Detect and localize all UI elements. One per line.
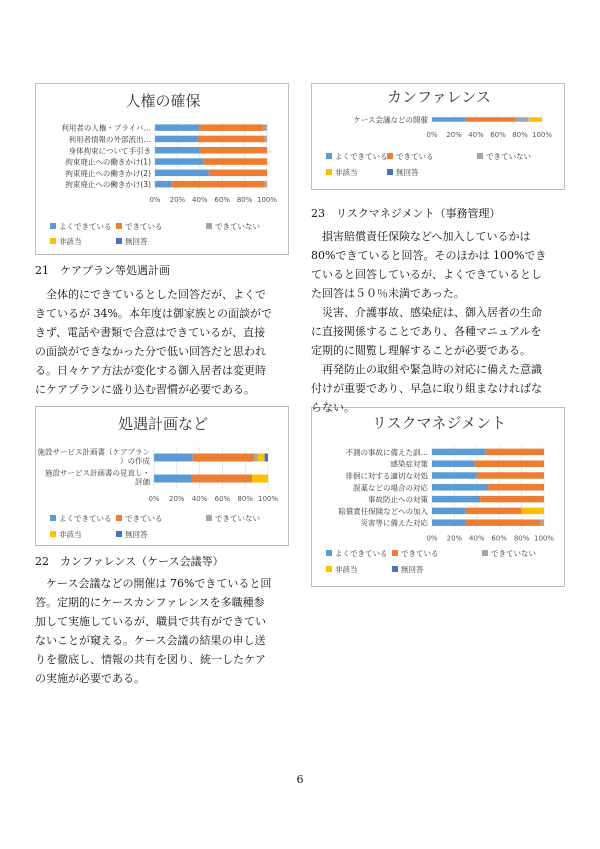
legend-swatch: [116, 515, 122, 521]
category-label: 身体拘束について手引き: [68, 146, 151, 156]
category-label: 徘徊に対する適切な対処: [345, 471, 428, 481]
legend-label: できている: [125, 222, 163, 231]
bar-segment: [155, 181, 172, 188]
text-line: る。日々ケア方法が変化する御入居者は変更時: [35, 364, 266, 377]
legend-swatch: [326, 566, 332, 572]
legend-swatch: [50, 223, 56, 229]
tick-label: 100%: [531, 131, 553, 139]
bar-segment: [516, 117, 529, 122]
text-line: りを徹底し、情報の共有を図り、統一したケア: [35, 653, 266, 666]
tick-label: 80%: [236, 195, 253, 204]
text-line: の面談ができなかった分で低い回答だと思われ: [35, 345, 266, 358]
chart-risk-management: [311, 407, 565, 587]
section-22-body: [35, 574, 295, 688]
bar-segment: [154, 475, 192, 483]
tick-label: 40%: [192, 195, 208, 204]
legend-label: よくできている: [59, 514, 112, 523]
legend-swatch: [387, 153, 393, 159]
page-number: 6: [296, 773, 304, 786]
legend-swatch: [116, 223, 122, 229]
bar-segment: [486, 449, 544, 456]
category-label: 拘束廃止への働きかけ(3): [65, 180, 151, 190]
legend-label: 非該当: [335, 565, 358, 574]
category-label: 災害等に備えた対応: [360, 518, 428, 528]
legend-label: よくできている: [59, 222, 112, 231]
tick-label: 40%: [191, 495, 208, 503]
legend-label: できていない: [215, 514, 260, 523]
legend-label: できていない: [491, 549, 536, 558]
category-label: 賠償責任保険などへの加入: [338, 506, 428, 516]
text-line: に直接関係することであり、各種マニュアルを: [311, 325, 542, 338]
text-line: 再発防止の取組や緊急時の対応に備えた意識: [311, 363, 542, 376]
text-line: ないことが窺える。ケース会議の結果の申し送: [35, 634, 266, 647]
legend-label: 無回答: [401, 565, 424, 574]
tick-label: 100%: [257, 495, 279, 503]
section-22-heading: 22 カンファレンス（ケース会議等）: [35, 555, 224, 568]
bar-segment: [155, 158, 203, 165]
legend-label: 非該当: [59, 530, 82, 539]
tick-label: 60%: [214, 195, 230, 204]
text-line: 損害賠償責任保険などへ加入しているかは: [311, 230, 531, 243]
text-line: た回答は５０％未満であった。: [311, 287, 465, 300]
category-label: 誤薬などの場合の対応: [353, 483, 428, 493]
tick-label: 60%: [214, 495, 231, 503]
category-label: 評価: [135, 477, 150, 487]
legend-label: よくできている: [335, 549, 388, 558]
legend-swatch: [326, 153, 332, 159]
text-line: 全体的にできているとした回答だが、よくで: [35, 288, 266, 301]
section-23-heading: 23 リスクマネジメント（事務管理）: [311, 207, 501, 220]
category-label: 拘束廃止への働きかけ(1): [65, 157, 151, 167]
bar-segment: [432, 508, 466, 515]
legend-swatch: [50, 515, 56, 521]
chart-care-plan: [35, 406, 289, 546]
text-line: きているが 34%。本年度は御家族との面談がで: [35, 307, 272, 320]
tick-label: 100%: [533, 534, 555, 543]
legend-swatch: [392, 550, 398, 556]
chart-title: 人権の確保: [125, 92, 201, 110]
text-line: 定期的に閲覧し理解することが必要である。: [311, 344, 531, 357]
legend-swatch: [326, 169, 332, 175]
tick-label: 20%: [446, 131, 462, 139]
legend-label: できている: [125, 514, 163, 523]
category-label: ケース会議などの開催: [353, 115, 428, 125]
text-line: 80%できていると回答。そのほかは 100%でき: [311, 249, 547, 262]
chart-title: 処遇計画など: [117, 415, 209, 433]
legend-label: 無回答: [125, 237, 148, 246]
bar-segment: [203, 158, 267, 165]
category-label: 事故防止への対策: [368, 495, 428, 505]
bar-segment: [155, 170, 209, 177]
bar-segment: [264, 124, 267, 130]
bar-segment: [466, 508, 522, 515]
bar-segment: [200, 124, 264, 130]
legend-label: できていない: [486, 152, 531, 161]
section-21-body: [35, 285, 295, 399]
text-line: の実施が必要である。: [35, 672, 145, 685]
text-line: にケアプランに盛り込む習慣が必要である。: [35, 383, 255, 396]
tick-label: 0%: [148, 495, 160, 503]
tick-label: 40%: [468, 131, 484, 139]
legend-swatch: [116, 238, 122, 244]
bar-segment: [265, 181, 267, 188]
tick-label: 20%: [446, 534, 463, 543]
legend-swatch: [206, 223, 212, 229]
tick-label: 0%: [426, 534, 438, 543]
text-line: ていると回答しているが、よくできているとし: [311, 268, 542, 281]
tick-label: 20%: [169, 495, 185, 503]
bar-segment: [258, 454, 265, 462]
legend-label: 無回答: [396, 168, 419, 177]
text-line: らない。: [311, 401, 355, 414]
section-23-body: [311, 227, 571, 417]
bar-segment: [529, 117, 542, 122]
bar-segment: [432, 496, 480, 503]
bar-segment: [432, 484, 488, 491]
bar-segment: [209, 170, 267, 177]
legend-label: できていない: [215, 222, 260, 231]
bar-segment: [475, 460, 544, 467]
bar-segment: [432, 117, 465, 122]
bar-segment: [155, 147, 200, 154]
bar-segment: [254, 454, 257, 462]
category-label: 施設サービス計画書の見直し・: [45, 468, 150, 478]
tick-label: 0%: [426, 131, 438, 139]
category-label: 施設サービス計画書（ケアプラン: [37, 447, 150, 457]
bar-segment: [265, 136, 267, 143]
bar-segment: [193, 454, 255, 462]
bar-segment: [432, 519, 466, 526]
chart-title: リスクマネジメント: [371, 414, 507, 432]
legend-swatch: [387, 169, 393, 175]
legend-swatch: [50, 238, 56, 244]
legend-label: 非該当: [59, 237, 82, 246]
bar-segment: [155, 136, 198, 143]
tick-label: 60%: [491, 534, 507, 543]
tick-label: 80%: [237, 495, 253, 503]
text-line: ケース会議などの開催は 76%できていると回: [35, 577, 272, 590]
bar-segment: [252, 475, 268, 483]
category-label: 感染症対策: [390, 459, 428, 469]
legend-swatch: [116, 531, 122, 537]
legend-swatch: [50, 531, 56, 537]
bar-segment: [466, 519, 541, 526]
bar-segment: [265, 454, 268, 462]
legend-swatch: [482, 550, 488, 556]
bar-segment: [465, 117, 516, 122]
bar-segment: [432, 460, 475, 467]
category-label: ）の作成: [120, 456, 150, 466]
category-label: 不測の事故に備えた訓…: [345, 447, 428, 457]
bar-segment: [432, 472, 477, 479]
text-line: 答。定期的にケースカンファレンスを多職種参: [35, 596, 265, 609]
text-line: 災害、介護事故、感染症は、御入居者の生命: [311, 306, 542, 319]
legend-swatch: [326, 550, 332, 556]
bar-segment: [477, 472, 544, 479]
bar-segment: [541, 519, 544, 526]
legend-label: できている: [396, 152, 434, 161]
bar-segment: [488, 484, 544, 491]
tick-label: 0%: [149, 195, 161, 204]
chart-title: カンファレンス: [387, 88, 491, 106]
chart-conference: [311, 83, 565, 190]
tick-label: 40%: [469, 534, 485, 543]
legend-swatch: [392, 566, 398, 572]
bar-segment: [198, 136, 265, 143]
bar-segment: [155, 124, 200, 130]
legend-label: よくできている: [335, 152, 388, 161]
tick-label: 60%: [490, 131, 506, 139]
legend-swatch: [206, 515, 212, 521]
bar-segment: [154, 454, 193, 462]
tick-label: 80%: [513, 534, 530, 543]
bar-segment: [200, 147, 267, 154]
tick-label: 20%: [169, 195, 186, 204]
bar-segment: [432, 449, 486, 456]
category-label: 利用者情報の外部流出…: [68, 134, 151, 144]
bar-segment: [480, 496, 544, 503]
text-line: 付けが重要であり、早急に取り組まなければな: [311, 382, 542, 395]
category-label: 利用者の人権・プライバ…: [61, 123, 151, 133]
bar-segment: [192, 475, 252, 483]
text-line: 加して実施しているが、職員で共有ができてい: [35, 615, 266, 628]
category-label: 拘束廃止への働きかけ(2): [65, 168, 151, 178]
section-21-heading: 21 ケアプラン等処遇計画: [35, 264, 170, 277]
tick-label: 100%: [256, 195, 278, 204]
chart-human-rights: [35, 83, 289, 255]
bar-segment: [172, 181, 265, 188]
bar-segment: [522, 508, 544, 515]
legend-label: 非該当: [335, 168, 358, 177]
legend-label: 無回答: [125, 530, 148, 539]
legend-label: できている: [401, 549, 439, 558]
legend-swatch: [477, 153, 483, 159]
tick-label: 80%: [512, 131, 528, 139]
text-line: きず、電話や書類で合意はできているが、直接: [35, 326, 266, 339]
